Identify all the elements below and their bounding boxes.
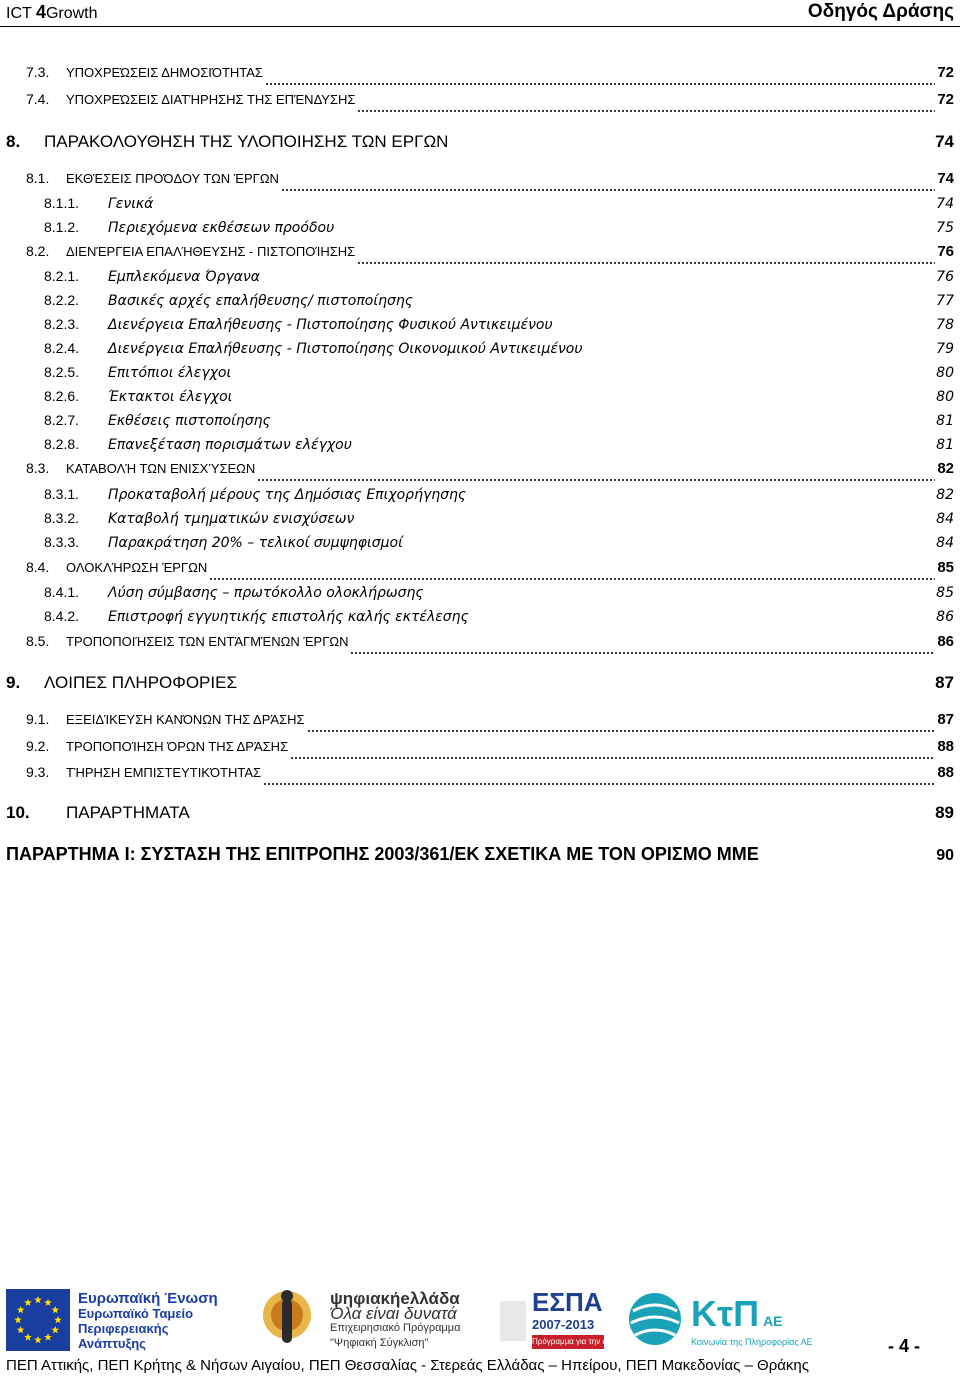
toc-entry-page: 81 <box>936 437 954 453</box>
toc-entry[interactable] <box>26 711 954 733</box>
toc-dot-leader <box>262 284 934 290</box>
toc-entry-number: 8.2.2. <box>44 292 80 308</box>
toc-entry-page: 85 <box>936 585 954 601</box>
toc-entry-number: 8.1. <box>26 170 50 186</box>
toc-entry-number: 8.2.6. <box>44 388 80 404</box>
espa-subtitle: Πρόγραμμα για την ανάπτυξη <box>532 1335 604 1349</box>
digital-line-2: Όλα είναι δυνατά <box>330 1304 457 1323</box>
toc-entry-number: 8.3.2. <box>44 510 80 526</box>
toc-entry-page: 80 <box>936 389 954 405</box>
toc-entry-page: 72 <box>937 64 954 81</box>
toc-dot-leader <box>350 649 935 655</box>
toc-dot-leader <box>239 689 933 695</box>
toc-entry-title: Καταβολή τμηματικών ενισχύσεων <box>108 511 355 527</box>
toc-entry[interactable] <box>44 364 954 386</box>
toc-dot-leader <box>336 235 934 241</box>
toc-entry-page: 76 <box>937 243 954 260</box>
toc-entry[interactable] <box>6 673 954 695</box>
eu-line-1: Ευρωπαϊκή Ένωση <box>78 1290 218 1307</box>
toc-entry[interactable] <box>44 486 954 508</box>
toc-entry-number: 8. <box>6 132 21 151</box>
toc-entry[interactable] <box>44 412 954 434</box>
toc-entry-page: 74 <box>937 170 954 187</box>
toc-entry-number: 8.2. <box>26 243 50 259</box>
eu-star-icon <box>44 1333 52 1340</box>
eu-flag-icon <box>6 1289 70 1351</box>
espa-map-shape <box>500 1301 526 1341</box>
toc-entry-page: 74 <box>935 132 954 151</box>
toc-entry-title: Λύση σύμβασης – πρωτόκολλο ολοκλήρωσης <box>108 585 424 601</box>
eu-star-icon <box>54 1316 62 1323</box>
toc-dot-leader <box>761 860 935 866</box>
ktp-logo <box>625 1285 813 1355</box>
toc-dot-leader <box>234 404 934 410</box>
toc-entry-title: Έκτακτοι έλεγχοι <box>108 389 233 405</box>
toc-entry[interactable] <box>26 243 954 265</box>
eu-star-icon <box>52 1306 60 1313</box>
toc-entry-title: Εκθέσεις πιστοποίησης <box>108 413 271 429</box>
toc-entry-title: Περιεχόμενα εκθέσεων προόδου <box>108 220 335 236</box>
toc-entry-title: Επιστροφή εγγυητικής επιστολής καλής εκτέλεσης <box>108 609 469 625</box>
toc-entry[interactable] <box>6 803 954 825</box>
toc-entry-page: 80 <box>936 365 954 381</box>
toc-entry[interactable] <box>44 340 954 362</box>
toc-entry[interactable] <box>26 460 954 482</box>
eu-star-icon <box>17 1306 25 1313</box>
toc-entry-number: 8.1.1. <box>44 195 80 211</box>
toc-entry-page: 88 <box>937 738 954 755</box>
eu-star-icon <box>34 1296 42 1303</box>
toc-entry-number: 7.4. <box>26 91 50 107</box>
header-brand <box>6 2 98 23</box>
toc-entry-title: ΕΞΕΙΔΊΚΕΥΣΗ ΚΑΝΌΝΩΝ ΤΗΣ ΔΡΆΣΗΣ <box>66 712 305 727</box>
toc-entry-page: 86 <box>936 609 954 625</box>
toc-entry-number: 8.4.1. <box>44 584 80 600</box>
toc-dot-leader <box>257 476 935 482</box>
toc-dot-leader <box>354 452 934 458</box>
toc-entry[interactable] <box>44 388 954 410</box>
toc-entry[interactable] <box>26 170 954 192</box>
toc-entry-title: Προκαταβολή μέρους της Δημόσιας Επιχορήγησης <box>108 487 467 503</box>
ktp-title <box>691 1293 783 1335</box>
toc-entry-number: 8.3.1. <box>44 486 80 502</box>
toc-entry-number: 8.2.3. <box>44 316 80 332</box>
toc-dot-leader <box>307 727 936 733</box>
toc-entry[interactable] <box>26 64 954 86</box>
toc-dot-leader <box>281 186 935 192</box>
toc-entry-page: 78 <box>936 317 954 333</box>
eu-star-icon <box>14 1316 22 1323</box>
toc-entry-number: 7.3. <box>26 64 50 80</box>
toc-dot-leader <box>468 502 934 508</box>
toc-entry[interactable] <box>44 608 954 630</box>
toc-entry-number: 8.3.3. <box>44 534 80 550</box>
toc-entry-title: ΚΑΤΑΒΟΛΉ ΤΩΝ ΕΝΙΣΧΎΣΕΩΝ <box>66 461 256 476</box>
footer-logos <box>0 1285 960 1355</box>
toc-entry-page: 88 <box>937 764 954 781</box>
header-doc-title: Οδηγός Δράσης <box>807 1 954 22</box>
ktp-title-text: ΚτΠ <box>691 1293 760 1334</box>
toc-entry-page: 86 <box>937 633 954 650</box>
toc-entry-title: Παρακράτηση 20% – τελικοί συμψηφισμοί <box>108 535 403 551</box>
toc-entry[interactable] <box>6 844 954 866</box>
toc-entry-title: ΥΠΟΧΡΕΏΣΕΙΣ ΔΗΜΟΣΙΌΤΗΤΑΣ <box>66 65 263 80</box>
toc-entry-number: 9.1. <box>26 711 50 727</box>
toc-dot-leader <box>265 80 935 86</box>
eu-star-icon <box>44 1299 52 1306</box>
toc-entry-page: 74 <box>936 196 954 212</box>
toc-entry[interactable] <box>44 584 954 606</box>
ktp-suffix: ΑΕ <box>763 1313 783 1329</box>
toc-entry-title: Γενικά <box>108 196 154 212</box>
toc-entry[interactable] <box>26 764 954 786</box>
toc-entry-title: Βασικές αρχές επαλήθευσης/ πιστοποίησης <box>108 293 413 309</box>
toc-entry[interactable] <box>44 292 954 314</box>
digital-line-1: ψηφιακήeλλάδα <box>330 1289 460 1308</box>
toc-entry[interactable] <box>44 436 954 458</box>
toc-entry-number: 8.4.2. <box>44 608 80 624</box>
toc-entry-number: 8.1.2. <box>44 219 80 235</box>
digital-line-3: Επιχειρησιακό Πρόγραμμα <box>330 1322 461 1334</box>
header-brand-suffix: Growth <box>45 5 98 22</box>
toc-dot-leader <box>263 780 935 786</box>
toc-entry-title: Επιτόπιοι έλεγχοι <box>108 365 232 381</box>
toc-entry-page: 85 <box>937 559 954 576</box>
toc-entry-title: ΤΉΡΗΣΗ ΕΜΠΙΣΤΕΥΤΙΚΌΤΗΤΑΣ <box>66 765 262 780</box>
toc-entry-title: ΤΡΟΠΟΠΟΊΗΣΗ ΌΡΩΝ ΤΗΣ ΔΡΆΣΗΣ <box>66 739 289 754</box>
toc-dot-leader <box>273 428 934 434</box>
toc-entry-title: Επανεξέταση πορισμάτων ελέγχου <box>108 437 352 453</box>
toc-entry[interactable] <box>44 510 954 532</box>
eu-line-2: Ευρωπαϊκό Ταμείο <box>78 1306 194 1321</box>
toc-entry-number: 8.5. <box>26 633 50 649</box>
toc-entry-page: 76 <box>936 269 954 285</box>
toc-entry-number: 10. <box>6 803 30 822</box>
toc-entry-title: Εμπλεκόμενα Όργανα <box>108 269 261 285</box>
eu-line-3: Περιφερειακής <box>78 1321 169 1336</box>
ktp-sphere-icon <box>625 1289 685 1349</box>
toc-entry-page: 89 <box>935 803 954 822</box>
toc-dot-leader <box>450 148 933 154</box>
toc-entry[interactable] <box>6 132 954 154</box>
toc-dot-leader <box>415 308 934 314</box>
eu-star-icon <box>17 1326 25 1333</box>
toc-entry-page: 81 <box>936 413 954 429</box>
eu-star-icon <box>34 1336 42 1343</box>
toc-entry-title: ΔΙΕΝΈΡΓΕΙΑ ΕΠΑΛΉΘΕΥΣΗΣ - ΠΙΣΤΟΠΟΊΗΣΗΣ <box>66 244 356 259</box>
toc-dot-leader <box>357 259 935 265</box>
eu-star-icon <box>52 1326 60 1333</box>
toc-entry[interactable] <box>26 91 954 113</box>
toc-entry-page: 77 <box>936 293 954 309</box>
toc-entry[interactable] <box>26 559 954 581</box>
toc-dot-leader <box>584 356 934 362</box>
toc-entry-number: 9. <box>6 673 21 692</box>
toc-entry-number: 8.2.1. <box>44 268 80 284</box>
eu-star-icon <box>24 1333 32 1340</box>
toc-entry[interactable] <box>44 219 954 241</box>
toc-entry-number: 8.4. <box>26 559 50 575</box>
toc-entry-number: 8.2.5. <box>44 364 80 380</box>
toc-dot-leader <box>357 107 935 113</box>
toc-entry-page: 72 <box>937 91 954 108</box>
espa-title: ΕΣΠΑ <box>532 1287 603 1317</box>
toc-dot-leader <box>471 624 934 630</box>
toc-entry-title: ΕΚΘΈΣΕΙΣ ΠΡΟΌΔΟΥ ΤΩΝ ΈΡΓΩΝ <box>66 171 279 186</box>
toc-entry-title: ΠΑΡΑΡΤΗΜΑ Ι: ΣΥΣΤΑΣΗ ΤΗΣ ΕΠΙΤΡΟΠΗΣ 2003/361/ΕΚ ΣΧΕΤΙΚΑ ΜΕ ΤΟΝ ΟΡΙΣΜΟ ΜΜΕ <box>6 844 759 864</box>
eu-star-icon <box>24 1299 32 1306</box>
toc-entry-page: 84 <box>936 511 954 527</box>
page-number: - 4 - <box>887 1336 920 1356</box>
toc-entry-page: 79 <box>936 341 954 357</box>
toc-entry-title: ΛΟΙΠΕΣ ΠΛΗΡΟΦΟΡΙΕΣ <box>44 673 237 692</box>
digital-convergence-text <box>330 1291 460 1351</box>
toc-dot-leader <box>192 819 933 825</box>
toc-dot-leader <box>426 600 935 606</box>
toc-entry-title: ΠΑΡΑΡΤΗΜΑΤΑ <box>66 803 190 822</box>
header-brand-number: 4 <box>35 2 46 22</box>
toc-dot-leader <box>555 332 935 338</box>
toc-entry[interactable] <box>26 738 954 760</box>
espa-years: 2007-2013 <box>532 1317 595 1332</box>
toc-entry[interactable] <box>44 195 954 217</box>
toc-entry-title: ΤΡΟΠΟΠΟΙΉΣΕΙΣ ΤΩΝ ΕΝΤΆΓΜΈΝΩΝ ΈΡΓΩΝ <box>66 634 349 649</box>
digital-line-4: "Ψηφιακή Σύγκλιση" <box>330 1337 429 1349</box>
header-brand-prefix: ICT <box>6 5 36 22</box>
toc-entry-page: 87 <box>937 711 954 728</box>
toc-entry-page: 87 <box>935 673 954 692</box>
digital-greece-icon <box>258 1285 316 1355</box>
toc-dot-leader <box>233 380 934 386</box>
toc-entry-title: ΥΠΟΧΡΕΏΣΕΙΣ ΔΙΑΤΉΡΗΣΗΣ ΤΗΣ ΕΠΈΝΔΥΣΗΣ <box>66 92 356 107</box>
toc-entry-number: 9.3. <box>26 764 50 780</box>
toc-entry-title: ΠΑΡΑΚΟΛΟΥΘΗΣΗ ΤΗΣ ΥΛΟΠΟΙΗΣΗΣ ΤΩΝ ΕΡΓΩΝ <box>44 132 449 151</box>
toc-entry-page: 75 <box>936 220 954 236</box>
toc-entry-number: 8.2.7. <box>44 412 80 428</box>
footer-programs: ΠΕΠ Αττικής, ΠΕΠ Κρήτης & Νήσων Αιγαίου, ΠΕΠ Θεσσαλίας - Στερεάς Ελλάδας – Ηπείρου, ΠΕΠ Μακεδονίας – Θράκης <box>6 1357 809 1374</box>
toc-entry-page: 82 <box>937 460 954 477</box>
toc-entry-page: 82 <box>936 487 954 503</box>
toc-dot-leader <box>155 211 934 217</box>
toc-entry-title: Διενέργεια Επαλήθευσης - Πιστοποίησης Οικονομικού Αντικειμένου <box>108 341 583 357</box>
toc-dot-leader <box>356 526 934 532</box>
ktp-subtitle: Κοινωνία της Πληροφορίας ΑΕ <box>691 1337 813 1347</box>
toc-entry-number: 8.2.8. <box>44 436 80 452</box>
toc-entry-title: ΟΛΟΚΛΉΡΩΣΗ ΈΡΓΩΝ <box>66 560 208 575</box>
toc-entry[interactable] <box>44 268 954 290</box>
toc-entry-number: 8.2.4. <box>44 340 80 356</box>
toc-dot-leader <box>209 575 935 581</box>
eu-line-4: Ανάπτυξης <box>78 1336 146 1351</box>
toc-entry-page: 90 <box>936 847 954 864</box>
toc-entry-number: 9.2. <box>26 738 50 754</box>
toc-entry-number: 8.3. <box>26 460 50 476</box>
toc-entry-title: Διενέργεια Επαλήθευσης - Πιστοποίησης Φυσικού Αντικειμένου <box>108 317 553 333</box>
espa-logo <box>500 1287 637 1353</box>
toc-entry[interactable] <box>44 316 954 338</box>
page-header <box>0 0 960 27</box>
eu-fund-text <box>78 1291 218 1351</box>
toc-dot-leader <box>290 754 935 760</box>
toc-entry[interactable] <box>26 633 954 655</box>
toc-dot-leader <box>405 550 934 556</box>
toc-entry[interactable] <box>44 534 954 556</box>
toc-entry-page: 84 <box>936 535 954 551</box>
